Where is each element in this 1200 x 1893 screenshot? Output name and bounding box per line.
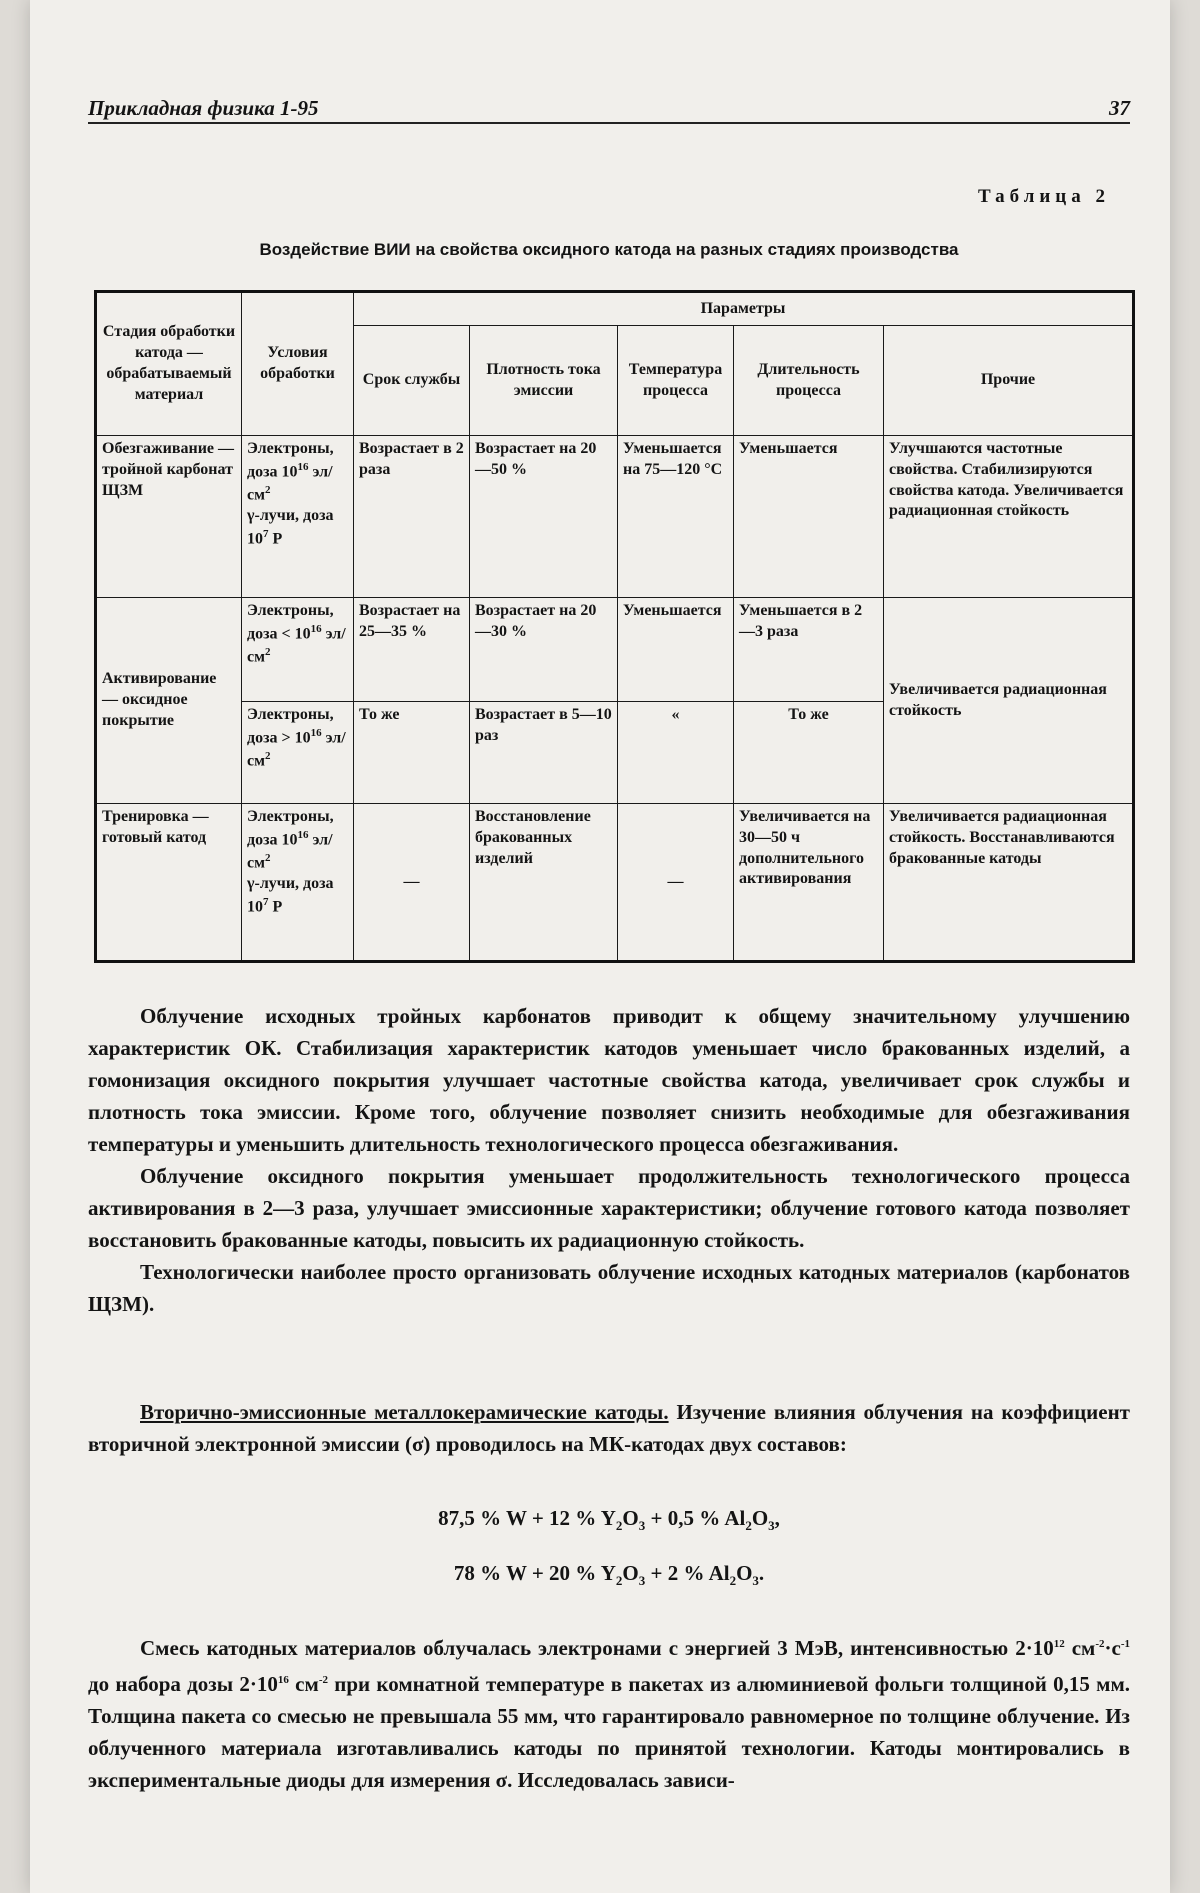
properties-table [94, 290, 1135, 963]
row3-other: Увеличивается радиационная стойкость. Восстанавливаются бракованные катоды [884, 804, 1134, 962]
page-number: 37 [1109, 96, 1130, 120]
row3-density: Восстановление бракованных изделий [470, 804, 618, 962]
row3-temperature: — [618, 804, 734, 962]
row2a-duration: Уменьшается в 2—3 раза [734, 598, 884, 702]
row2-stage: Активирование — оксидное покрытие [96, 598, 242, 804]
header-service-life: Срок службы [354, 326, 470, 436]
table-row [96, 804, 1134, 962]
table-row [96, 436, 1134, 598]
row1-stage: Обезгаживание — тройной карбонат ЩЗМ [96, 436, 242, 598]
paragraph-3: Технологически наиболее просто организовать облучение исходных катодных материалов (карбонатов ЩЗМ). [88, 1260, 1130, 1316]
table-title: Воздействие ВИИ на свойства оксидного катода на разных стадиях производства [259, 240, 959, 259]
row1-life: Возрастает в 2 раза [354, 436, 470, 598]
row1-density: Возрастает на 20—50 % [470, 436, 618, 598]
row1-conditions: Электроны, доза $10^{16}$ $эл/см^2$ γ-лучи, доза $10^7$ Р [242, 436, 354, 598]
row2a-density: Возрастает на 20—30 % [470, 598, 618, 702]
header-duration: Длительность процесса [734, 326, 884, 436]
running-head [88, 92, 1130, 124]
section-heading: Вторично-эмиссионные металлокерамические катоды. [140, 1400, 669, 1424]
body-section-3 [88, 1628, 1130, 1796]
journal-title: Прикладная физика 1-95 [88, 96, 319, 120]
row3-life: — [354, 804, 470, 962]
row1-other: Улучшаются частотные свойства. Стабилизируются свойства катода. Увеличивается радиационная стойкость [884, 436, 1134, 598]
formula-1: 87,5 % W + 12 % $Y_2O_3 + 0,5$ % $Al_2O_3$, [438, 1506, 780, 1534]
row2a-temperature: Уменьшается [618, 598, 734, 702]
table-label: Таблица 2 [977, 186, 1110, 207]
paragraph-4: Вторично-эмиссионные металлокерамические катоды. Изучение влияния облучения на коэффициент вторичной электронной эмиссии (σ) проводилось на МК-катодах двух составов: [88, 1400, 1131, 1456]
row3-stage: Тренировка — готовый катод [96, 804, 242, 962]
row2a-life: Возрастает на 25—35 % [354, 598, 470, 702]
header-temperature: Температура процесса [618, 326, 734, 436]
row2b-duration: То же [734, 702, 884, 804]
row3-conditions: Электроны, доза $10^{16}$ $эл/см^2$ γ-лучи, доза $10^7$ Р [242, 804, 354, 962]
body-section-1 [88, 1000, 1130, 1320]
header-other: Прочие [884, 326, 1134, 436]
row2-other: Увеличивается радиационная стойкость [884, 598, 1134, 804]
table-row [96, 598, 1134, 702]
paragraph-1: Облучение исходных тройных карбонатов приводит к общему значительному улучшению характеристик ОК. Стабилизация характеристик катодов уменьшает число бракованных изделий, а гомонизация оксидного покрытия улучшает частотные свойства катода, увеличивает срок службы и плотность тока эмиссии. Кроме того, облучение позволяет снизить необходимые для обезгаживания температуры и уменьшить длительность технологического процесса обезгаживания. [88, 1004, 1130, 1156]
row2b-temperature: « [618, 702, 734, 804]
body-section-2 [88, 1396, 1130, 1460]
header-stage: Стадия обработки катода — обрабатываемый материал [96, 292, 242, 436]
header-emission-density: Плотность тока эмиссии [470, 326, 618, 436]
row2a-conditions: Электроны, доза < $10^{16}$ $эл/см^2$ [242, 598, 354, 702]
page [30, 0, 1170, 1893]
row2b-life: То же [354, 702, 470, 804]
header-parameters: Параметры [354, 292, 1134, 326]
paragraph-5: Смесь катодных материалов облучалась электронами с энергией 3 МэВ, интенсивностью $2\cdot 10^{12}$ $см^{-2}\cdot с^{-1}$ до набора дозы $2\cdot 10^{16}$ $см^{-2}$ при комнатной температуре в пакетах из алюминиевой фольги толщиной 0,15 мм. Толщина пакета со смесью не превышала 55 мм, что гарантировало равномерное по толщине облучение. Из облученного материала изготавливались катоды по принятой технологии. Катоды монтировались в экспериментальные диоды для измерения σ. Исследовалась зависи- [88, 1636, 1131, 1792]
row1-duration: Уменьшается [734, 436, 884, 598]
formula-2: 78 % W + 20 % $Y_2O_3 + 2$ % $Al_2O_3$. [453, 1561, 765, 1589]
paragraph-2: Облучение оксидного покрытия уменьшает продолжительность технологического процесса активирования в 2—3 раза, улучшает эмиссионные характеристики; облучение готового катода позволяет восстановить бракованные катоды, повысить их радиационную стойкость. [88, 1164, 1130, 1252]
row2b-conditions: Электроны, доза > $10^{16}$ $эл/см^2$ [242, 702, 354, 804]
row2b-density: Возрастает в 5—10 раз [470, 702, 618, 804]
row1-temperature: Уменьшается на 75—120 °С [618, 436, 734, 598]
header-conditions: Условия обработки [242, 292, 354, 436]
row3-duration: Увеличивается на 30—50 ч дополнительного активирования [734, 804, 884, 962]
